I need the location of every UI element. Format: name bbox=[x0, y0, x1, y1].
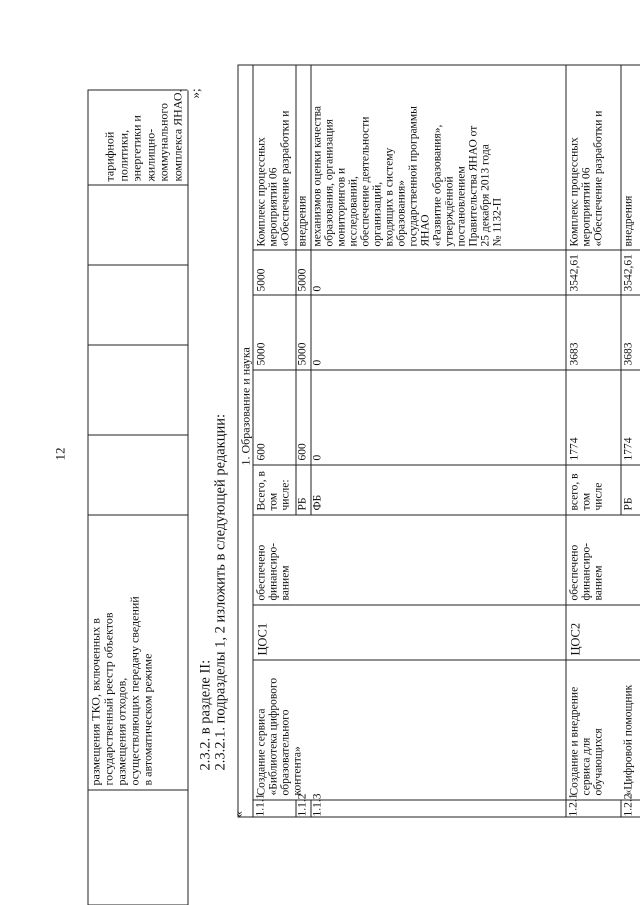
row-source-1-2-1: всего, в том числе bbox=[568, 472, 604, 510]
row-responsible-1-1: Комплекс процессных мероприятий 06 «Обеспечение разработки и bbox=[255, 110, 291, 246]
row-number-1-1-1: 1.1.1 bbox=[254, 793, 266, 816]
row-name-1-2: Создание и внедрение сервиса для обучающихся bbox=[568, 686, 604, 795]
section-title: 1. Образование и наука bbox=[238, 346, 252, 465]
row-number-1-2-1: 1.2.1 bbox=[567, 793, 579, 816]
row-value-1-1-3-b: 0 bbox=[311, 359, 323, 365]
row-value-1-2-2-b: 3683 bbox=[622, 342, 634, 365]
page-number: 12 bbox=[52, 447, 67, 460]
instruction-line-2: 2.3.2.1. подразделы 1, 2 изложить в следующей редакции: bbox=[212, 413, 228, 770]
row-source-1-1-2: РБ bbox=[296, 497, 308, 510]
row-value-1-1-3-c: 0 bbox=[311, 285, 323, 291]
close-mark: »; bbox=[187, 87, 202, 98]
row-value-1-2-2-c: 3542,61 bbox=[622, 253, 634, 291]
row-value-1-2-1-b: 3683 bbox=[568, 342, 580, 365]
row-value-1-1-3-a: 0 bbox=[311, 454, 323, 460]
row-status-1-1: обеспечено финансиро- ванием bbox=[255, 542, 291, 600]
row-source-1-1-1: Всего, в том числе: bbox=[255, 470, 291, 510]
row-value-1-2-1-c: 3542,61 bbox=[568, 253, 580, 291]
top-responsible: тарифной политики, энергетики и жилищно- коммунального комплекса ЯНАО. bbox=[102, 88, 184, 181]
row-responsible-1-1-2: внедрения bbox=[296, 195, 308, 246]
row-name-1-1: Создание сервиса «Библиотека цифрового образовательного контента» bbox=[255, 677, 303, 795]
row-value-1-2-1-a: 1774 bbox=[568, 437, 580, 460]
row-value-1-1-1-b: 5000 bbox=[255, 342, 267, 365]
top-description: размещения ТКО, включенных в государственный реестр объектов размещения отходов, осуществляющих передачу сведений в автоматическом режиме bbox=[88, 595, 154, 785]
row-source-1-2-2: РБ bbox=[622, 497, 634, 510]
row-responsible-1-2: Комплекс процессных мероприятий 06 «Обеспечение разработки и bbox=[568, 110, 604, 246]
row-number-1-1-2: 1.1.2 bbox=[296, 793, 308, 816]
row-source-1-1-3: ФБ bbox=[311, 494, 323, 510]
row-number-1-1-3: 1.1.3 bbox=[311, 793, 323, 816]
row-status-1-2: обеспечено финансиро- ванием bbox=[568, 542, 604, 600]
row-value-1-1-1-a: 600 bbox=[255, 442, 267, 460]
open-quote: « bbox=[230, 810, 245, 817]
row-value-1-1-2-a: 600 bbox=[296, 442, 308, 460]
row-name-1-2-2: «Цифровой помощник bbox=[622, 684, 634, 795]
row-code-1-2: ЦОС2 bbox=[568, 622, 582, 655]
row-responsible-1-1-3: механизмов оценки качества образования, организация мониторингов и исследований, обеспечение деятельности организаций, входящих в систему образования» государственной программы ЯНАО «Развитие образования», утверждённой постановлением Правительства ЯНАО от 25 декабря 2013 года № 1132-П bbox=[311, 105, 503, 246]
row-value-1-2-2-a: 1774 bbox=[622, 437, 634, 460]
row-value-1-1-2-c: 5000 bbox=[296, 268, 308, 291]
row-responsible-1-2-2: внедрения bbox=[622, 195, 634, 246]
row-code-1-1: ЦОС1 bbox=[255, 622, 269, 655]
row-number-1-2-2: 1.2.2 bbox=[622, 793, 634, 816]
instruction-line-1: 2.3.2. в разделе II: bbox=[197, 659, 213, 770]
row-value-1-1-2-b: 5000 bbox=[296, 342, 308, 365]
row-value-1-1-1-c: 5000 bbox=[255, 268, 267, 291]
